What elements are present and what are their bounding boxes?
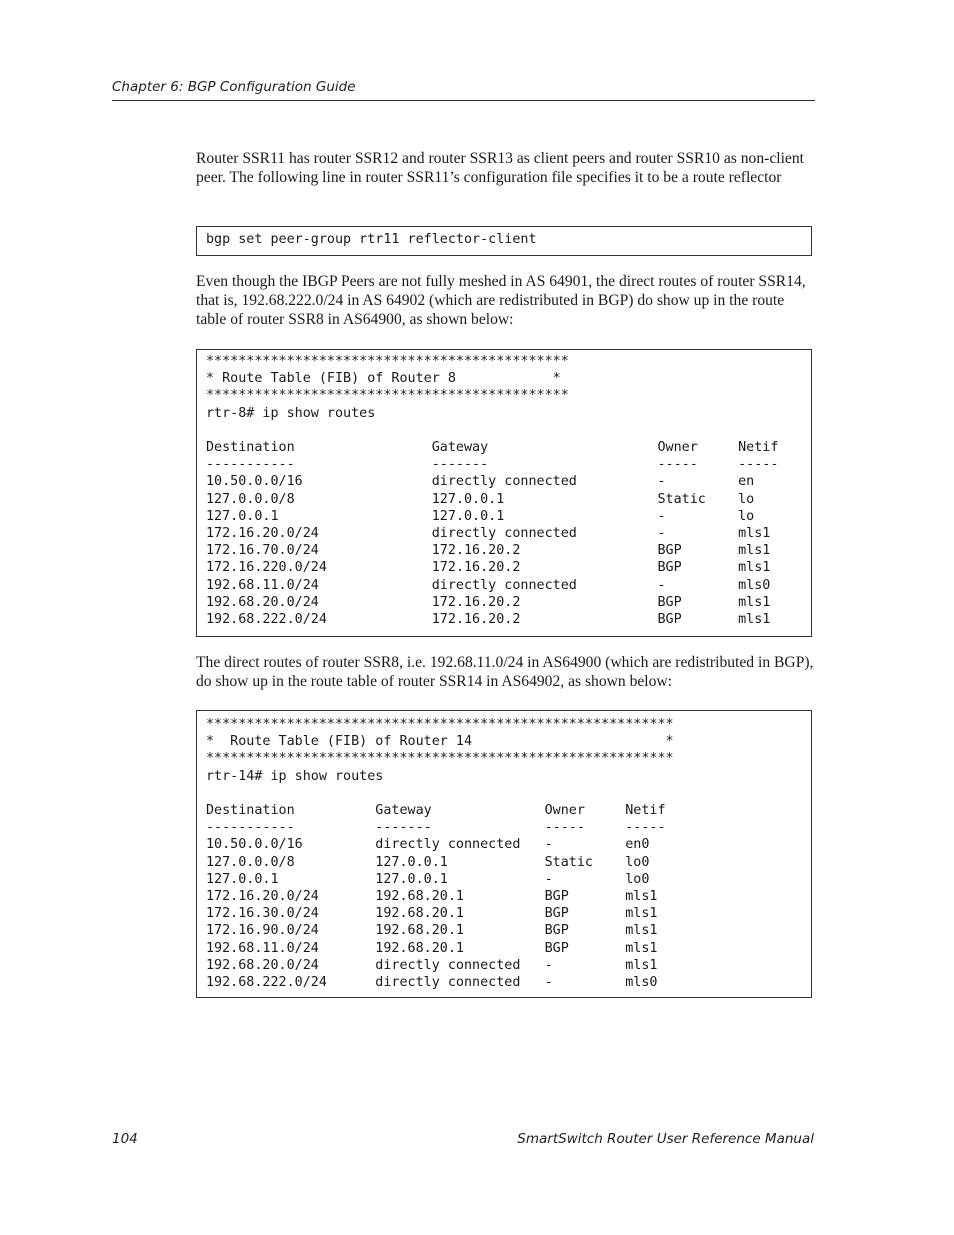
code-line: ********************************************************** <box>206 751 674 767</box>
code-line: ********************************************************** <box>206 717 674 732</box>
code-line: rtr-8# ip show routes <box>206 405 376 421</box>
code-line: ********************************************* <box>206 354 569 369</box>
intro-paragraph: Router SSR11 has router SSR12 and router SSR13 as client peers and router SSR10 as non-client peer. The following line in router SSR11’s configuration file specifies it to be a route reflector <box>196 150 804 186</box>
code-text <box>197 716 811 991</box>
code-block-reflector <box>196 226 812 256</box>
code-line: 10.50.0.0/16 directly connected - en0 <box>206 837 650 853</box>
code-line: 127.0.0.0/8 127.0.0.1 Static lo <box>206 491 755 507</box>
code-line: ----------- ------- ----- ----- <box>206 457 779 473</box>
code-line: 172.16.90.0/24 192.68.20.1 BGP mls1 <box>206 923 658 939</box>
code-line: 127.0.0.1 127.0.0.1 - lo0 <box>206 871 650 887</box>
code-line: 172.16.20.0/24 directly connected - mls1 <box>206 526 771 542</box>
manual-title: SmartSwitch Router User Reference Manual <box>517 1131 814 1147</box>
code-line: 192.68.222.0/24 directly connected - mls0 <box>206 975 658 991</box>
code-line: ********************************************* <box>206 388 569 404</box>
code-line: bgp set peer-group rtr11 reflector-client <box>206 232 537 247</box>
code-line: 127.0.0.1 127.0.0.1 - lo <box>206 508 755 524</box>
code-text <box>197 231 811 248</box>
code-line: 172.16.220.0/24 172.16.20.2 BGP mls1 <box>206 560 771 576</box>
code-line: 192.68.11.0/24 192.68.20.1 BGP mls1 <box>206 940 658 956</box>
router14-paragraph: The direct routes of router SSR8, i.e. 192.68.11.0/24 in AS64900 (which are redistributed in BGP), do show up in the route table of router SSR14 in AS64902, as shown below: <box>196 654 814 690</box>
code-line: 172.16.30.0/24 192.68.20.1 BGP mls1 <box>206 906 658 922</box>
code-block-router8-routes <box>196 349 812 637</box>
code-block-router14-routes <box>196 710 812 998</box>
page-number: 104 <box>112 1131 138 1147</box>
code-text <box>197 353 811 628</box>
code-line: Destination Gateway Owner Netif <box>206 440 779 456</box>
code-line: 192.68.20.0/24 172.16.20.2 BGP mls1 <box>206 594 771 610</box>
code-line: rtr-14# ip show routes <box>206 768 384 784</box>
code-line: Destination Gateway Owner Netif <box>206 803 666 819</box>
code-line: ----------- ------- ----- ----- <box>206 820 666 836</box>
code-line: 172.16.20.0/24 192.68.20.1 BGP mls1 <box>206 889 658 905</box>
code-line: * Route Table (FIB) of Router 8 * <box>206 371 561 387</box>
chapter-header: Chapter 6: BGP Configuration Guide <box>112 79 356 95</box>
code-line: 192.68.222.0/24 172.16.20.2 BGP mls1 <box>206 612 771 628</box>
code-line: 127.0.0.0/8 127.0.0.1 Static lo0 <box>206 854 650 870</box>
router8-paragraph: Even though the IBGP Peers are not fully meshed in AS 64901, the direct routes of router SSR14, that is, 192.68.222.0/24 in AS 64902 (which are redistributed in BGP) do show up in the route table of router SSR8 in AS64900, as shown below: <box>196 273 806 328</box>
code-line: 192.68.11.0/24 directly connected - mls0 <box>206 577 771 593</box>
code-line: 192.68.20.0/24 directly connected - mls1 <box>206 957 658 973</box>
code-line: 10.50.0.0/16 directly connected - en <box>206 474 755 490</box>
code-line: 172.16.70.0/24 172.16.20.2 BGP mls1 <box>206 543 771 559</box>
header-divider <box>112 100 815 101</box>
code-line: * Route Table (FIB) of Router 14 * <box>206 734 674 750</box>
